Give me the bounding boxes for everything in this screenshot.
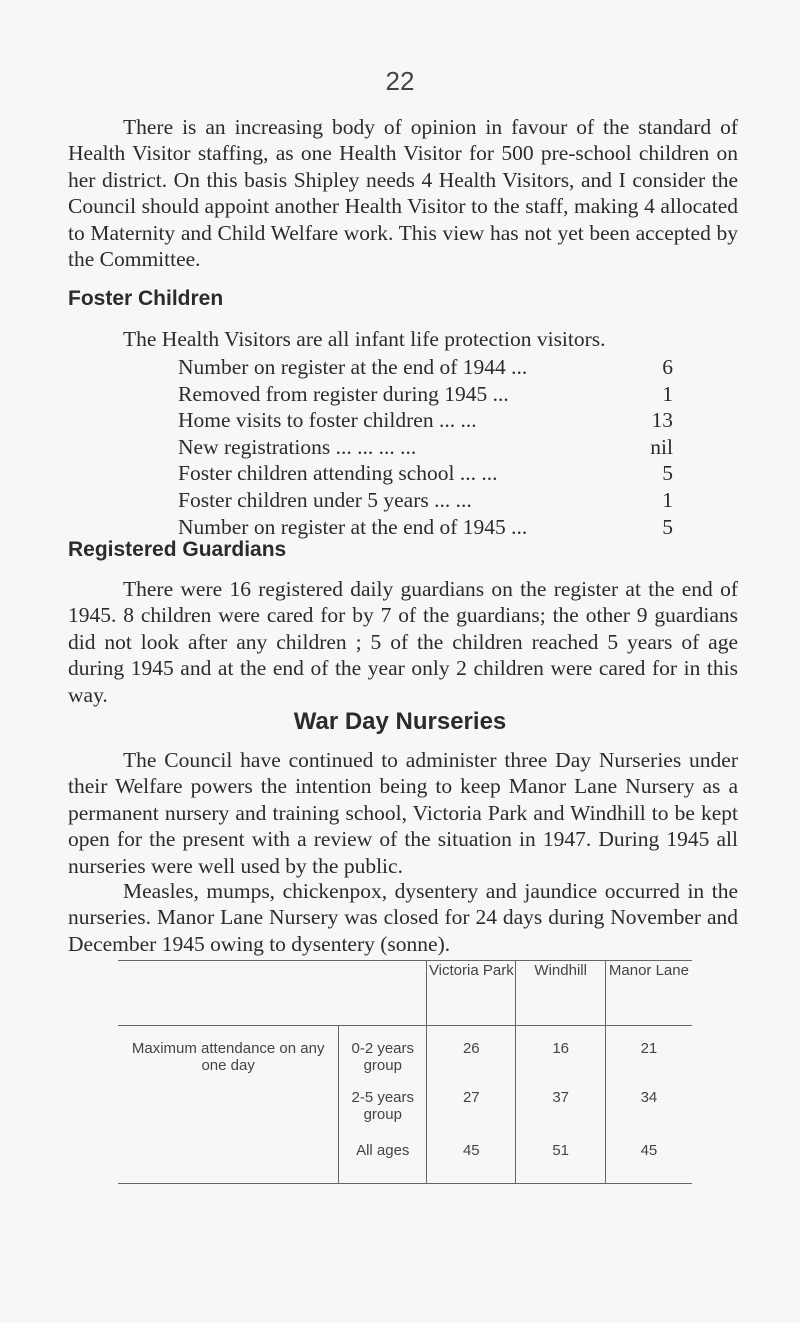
column-header: Windhill — [516, 961, 605, 1026]
stat-row — [178, 407, 673, 434]
stat-label: New registrations ... ... ... ... — [178, 434, 417, 459]
stat-value: nil — [650, 434, 673, 459]
stat-value: 6 — [662, 355, 673, 379]
stat-value: 5 — [662, 461, 673, 486]
value-cell: 51 — [516, 1138, 605, 1184]
stat-row — [178, 487, 673, 514]
stat-value: 5 — [662, 514, 673, 539]
nurseries-paragraph-2: Measles, mumps, chickenpox, dysentery and jaundice occurred in the nurseries. Manor Lane Nursery was closed for 24 days during November and December 1945 owing to dysentery (sonne). — [68, 879, 738, 956]
value-cell: 16 — [516, 1026, 605, 1084]
registered-guardians-heading: Registered Guardians — [68, 538, 287, 561]
stat-row — [178, 381, 673, 408]
stat-label: Foster children attending school ... ... — [178, 461, 498, 486]
value-cell: 27 — [427, 1083, 516, 1138]
group-label: 0-2 years group — [339, 1026, 427, 1084]
column-header: Manor Lane — [605, 961, 692, 1026]
table-header-row — [118, 961, 692, 1026]
value-cell: 34 — [640, 1089, 658, 1106]
value-cell: 26 — [427, 1026, 516, 1084]
value-cell: 37 — [516, 1083, 605, 1138]
stat-value: 1 — [662, 381, 673, 406]
column-header: Victoria Park — [427, 961, 516, 1026]
stat-value: 13 — [651, 408, 673, 433]
stat-label: Removed from register during 1945 ... — [178, 381, 509, 406]
value-cell: 21 — [640, 1040, 658, 1057]
stat-label: Number on register at the end of 1945 ... — [178, 514, 528, 539]
guardians-paragraph: There were 16 registered daily guardians on the register at the end of 1945. 8 children were cared for by 7 of the guardians; the other 9 guardians did not look after any children ; 5 of the children reached 5 years of age during 1945 and at the end of the year only 2 children were cared for in this way. — [68, 577, 738, 707]
page-number: 22 — [385, 66, 415, 96]
stat-row — [178, 460, 673, 487]
stat-label: Foster children under 5 years ... ... — [178, 487, 472, 512]
foster-stats-list — [178, 354, 673, 540]
stat-row — [178, 434, 673, 461]
value-cell: 45 — [605, 1138, 692, 1184]
war-day-nurseries-heading: War Day Nurseries — [293, 708, 507, 735]
foster-children-heading: Foster Children — [68, 287, 224, 310]
stat-label: Number on register at the end of 1944 ... — [178, 355, 528, 379]
foster-intro: The Health Visitors are all infant life protection visitors. — [123, 327, 606, 351]
intro-paragraph: There is an increasing body of opinion in favour of the standard of Health Visitor staffing, as one Health Visitor for 500 pre-school children on her district. On this basis Shipley needs 4 Health Visitors, and I consider the Council should appoint another Health Visitor to the staff, making 4 allocated to Maternity and Child Welfare work. This view has not yet been accepted by the Committee. — [68, 115, 738, 272]
stat-row — [178, 514, 673, 541]
table-row — [118, 1026, 692, 1084]
value-cell: 45 — [427, 1138, 516, 1184]
row-label: Maximum attendance on any one day — [118, 1026, 339, 1184]
stat-row — [178, 354, 673, 381]
group-label: All ages — [339, 1138, 427, 1184]
header-blank-cell — [118, 961, 427, 1026]
group-label: 2-5 years group — [339, 1083, 427, 1138]
stat-label: Home visits to foster children ... ... — [178, 408, 477, 433]
nursery-attendance-table — [118, 960, 692, 1184]
stat-value: 1 — [662, 487, 673, 512]
nurseries-paragraph-1: The Council have continued to administer three Day Nurseries under their Welfare powers the intention being to keep Manor Lane Nursery as a permanent nursery and training school, Victoria Park and Windhill to be kept open for the present with a review of the situation in 1947. During 1945 all nurseries were well used by the public. — [68, 748, 738, 878]
